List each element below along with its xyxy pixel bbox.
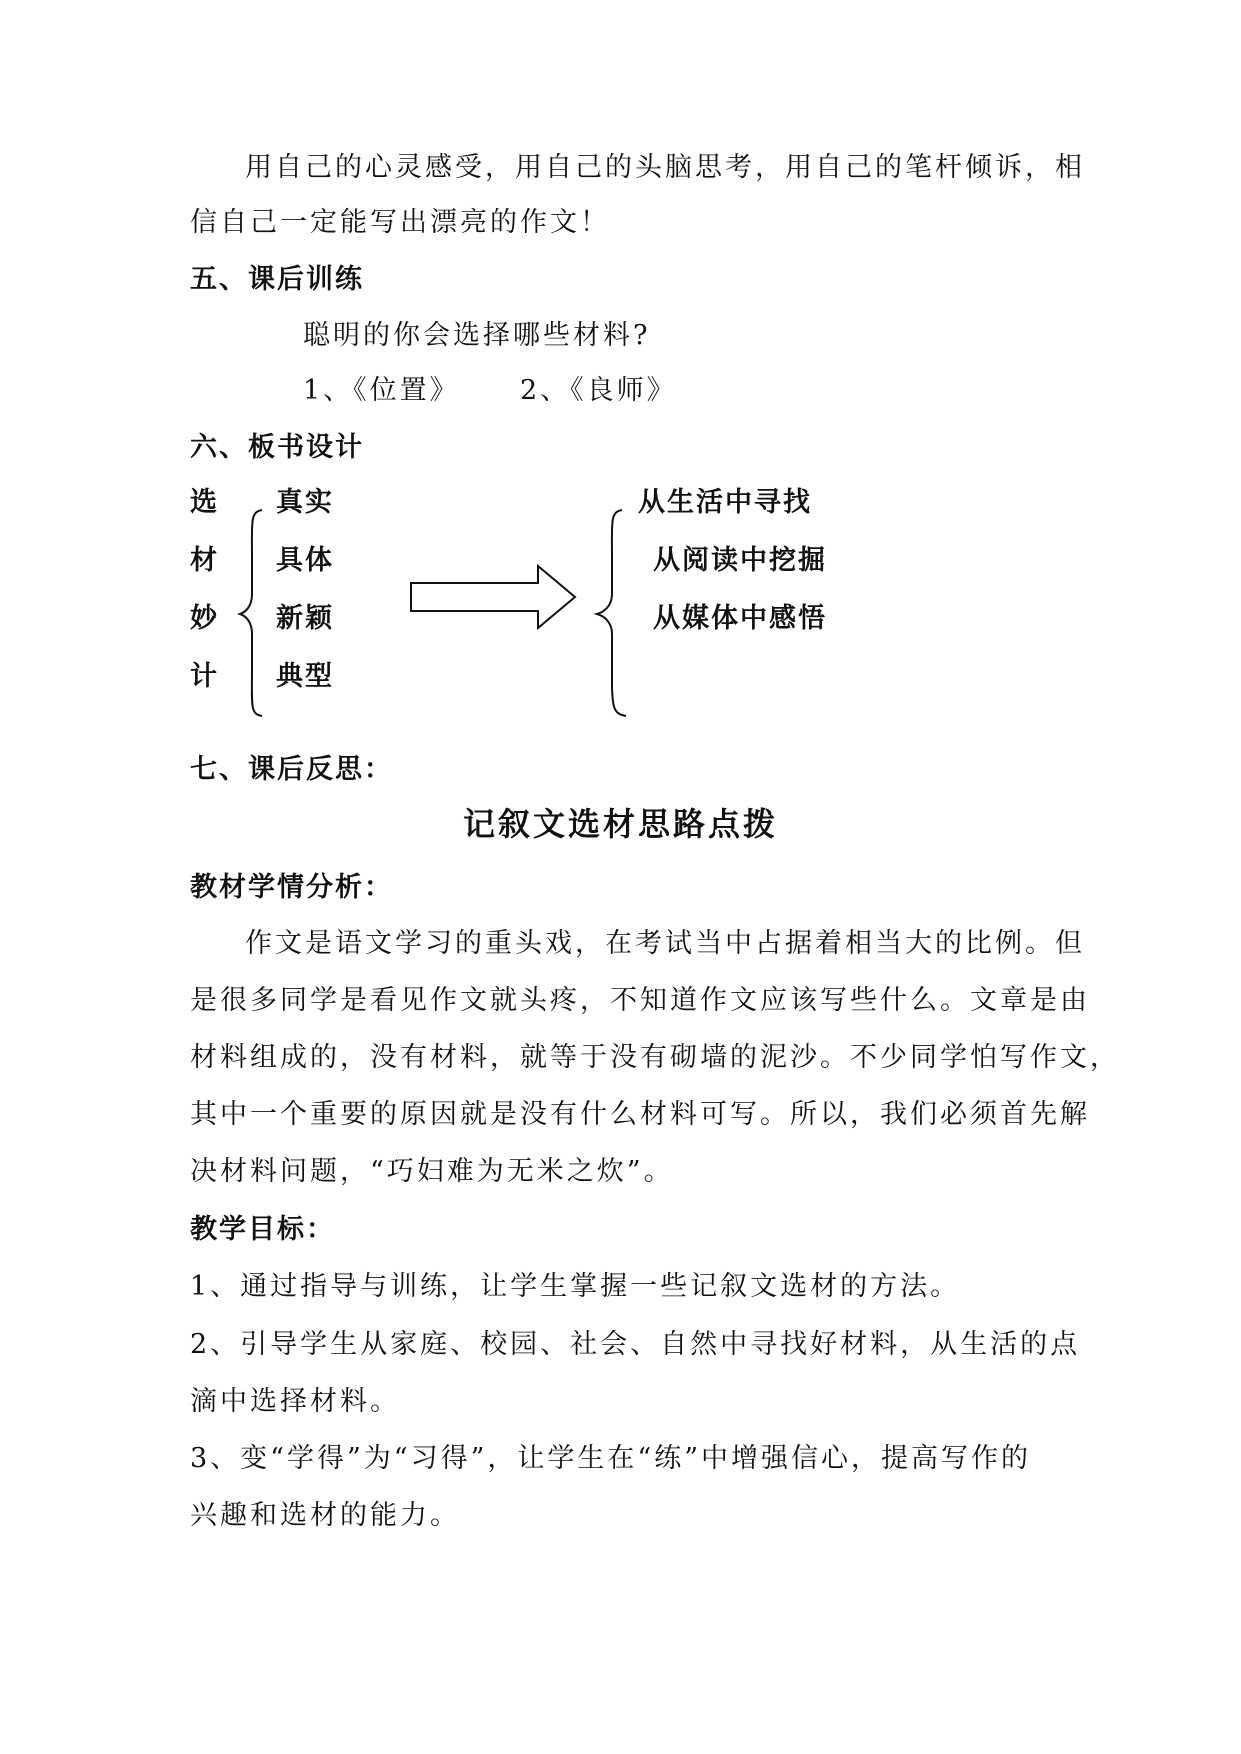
vertical-title-char: 妙 bbox=[190, 603, 217, 634]
vertical-title-char: 材 bbox=[190, 545, 217, 576]
goal-line: 3、变“学得”为“习得”，让学生在“练”中增强信心，提高写作的 bbox=[190, 1443, 1031, 1474]
goal-line: 兴趣和选材的能力。 bbox=[190, 1500, 460, 1531]
analysis-line: 其中一个重要的原因就是没有什么材料可写。所以，我们必须首先解 bbox=[190, 1099, 1090, 1130]
left-item: 具体 bbox=[276, 545, 334, 576]
right-item: 从媒体中感悟 bbox=[653, 603, 827, 634]
analysis-line: 是很多同学是看见作文就头疼，不知道作文应该写些什么。文章是由 bbox=[190, 985, 1090, 1016]
vertical-title-char: 计 bbox=[190, 661, 217, 692]
right-item: 从生活中寻找 bbox=[638, 487, 812, 518]
goals-heading: 教学目标： bbox=[190, 1214, 335, 1245]
right-arrow-shape bbox=[411, 566, 575, 628]
left-item: 真实 bbox=[276, 487, 334, 518]
intro-line-2: 信自己一定能写出漂亮的作文！ bbox=[190, 207, 610, 238]
section-5-item-2: 2、《良师》 bbox=[520, 375, 677, 406]
vertical-title-char: 选 bbox=[190, 487, 217, 518]
section-5-heading: 五、课后训练 bbox=[190, 264, 364, 295]
analysis-line: 材料组成的，没有材料，就等于没有砌墙的泥沙。不少同学怕写作文， bbox=[190, 1042, 1120, 1073]
goal-line: 1、通过指导与训练，让学生掌握一些记叙文选材的方法。 bbox=[190, 1271, 961, 1302]
section-5-question: 聪明的你会选择哪些材料? bbox=[303, 320, 651, 351]
goal-line: 2、引导学生从家庭、校园、社会、自然中寻找好材料，从生活的点 bbox=[190, 1329, 1081, 1360]
left-item: 新颖 bbox=[276, 603, 334, 634]
analysis-line: 作文是语文学习的重头戏，在考试当中占据着相当大的比例。但 bbox=[245, 928, 1085, 959]
article-title: 记叙文选材思路点拨 bbox=[462, 805, 778, 843]
goal-line: 滴中选择材料。 bbox=[190, 1386, 400, 1417]
right-brace bbox=[597, 510, 626, 716]
left-brace bbox=[240, 510, 262, 716]
left-item: 典型 bbox=[276, 661, 334, 692]
analysis-heading: 教材学情分析： bbox=[190, 872, 393, 903]
analysis-line: 决材料问题，“巧妇难为无米之炊”。 bbox=[190, 1156, 674, 1187]
section-5-item-1: 1、《位置》 bbox=[303, 375, 460, 406]
blackboard-shapes bbox=[0, 0, 1241, 760]
right-item: 从阅读中挖掘 bbox=[653, 545, 827, 576]
section-6-heading: 六、板书设计 bbox=[190, 432, 364, 463]
section-7-heading: 七、课后反思： bbox=[190, 754, 393, 785]
intro-line-1: 用自己的心灵感受，用自己的头脑思考，用自己的笔杆倾诉，相 bbox=[245, 152, 1085, 183]
